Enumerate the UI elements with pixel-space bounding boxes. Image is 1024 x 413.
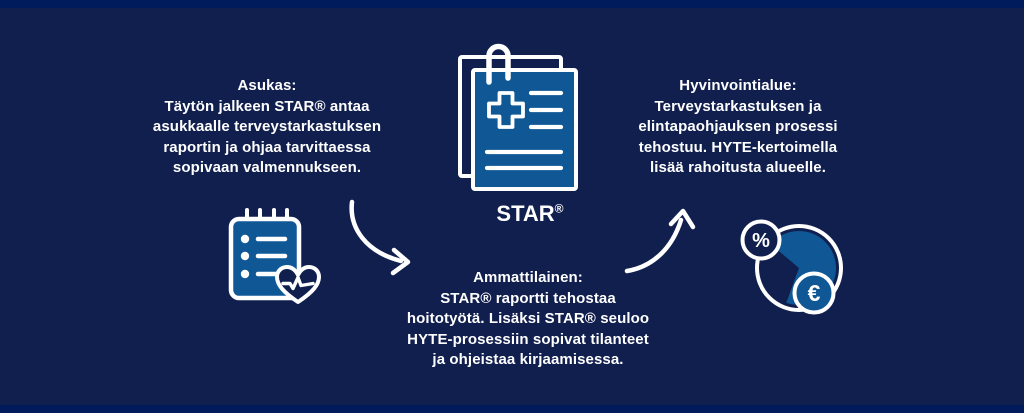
- ammattilainen-line: ja ohjeistaa kirjaamisessa.: [432, 351, 624, 368]
- registered-trademark: ®: [554, 201, 564, 216]
- ammattilainen-line: STAR® raportti tehostaa: [440, 289, 616, 307]
- asukas-line: raportin ja ohjaa tarvittaessa: [163, 138, 371, 156]
- funding-pie-chart-icon: [733, 214, 863, 332]
- medical-report-clipboard-icon: [448, 36, 584, 196]
- ammattilainen-title: Ammattilainen:: [473, 269, 583, 286]
- star-label: [450, 201, 610, 227]
- asukas-title: Asukas:: [237, 77, 297, 94]
- checklist-bullet: [241, 270, 249, 278]
- hyvinvointialue-line: Terveystarkastuksen ja: [654, 97, 822, 115]
- asukas-text-block: [117, 76, 417, 179]
- ammattilainen-line: hoitotyötä. Lisäksi STAR® seuloo: [406, 310, 650, 327]
- percent-icon: %: [752, 230, 770, 252]
- euro-icon: €: [807, 280, 821, 306]
- checklist-bullet: [241, 235, 249, 243]
- hyvinvointialue-line: lisää rahoitusta alueelle.: [649, 159, 826, 176]
- hyvinvointialue-line: tehostuu. HYTE-kertoimella: [638, 138, 838, 156]
- asukas-line: asukkaalle terveystarkastuksen: [152, 118, 382, 135]
- hyvinvointialue-title: Hyvinvointialue:: [679, 77, 797, 94]
- hyvinvointialue-text-block: [615, 76, 861, 179]
- asukas-line: sopivaan valmennukseen.: [172, 159, 362, 176]
- hyvinvointialue-line: elintapaohjauksen prosessi: [638, 118, 838, 135]
- survey-notepad-icon: [222, 196, 327, 316]
- front-page: [473, 70, 576, 189]
- ammattilainen-line: HYTE-prosessiin sopivat tilanteet: [407, 330, 649, 348]
- asukas-line: Täytön jalkeen STAR® antaa: [164, 97, 370, 115]
- ammattilainen-text-block: [375, 268, 681, 371]
- star-product-name: STAR: [496, 201, 555, 226]
- checklist-bullet: [241, 252, 249, 260]
